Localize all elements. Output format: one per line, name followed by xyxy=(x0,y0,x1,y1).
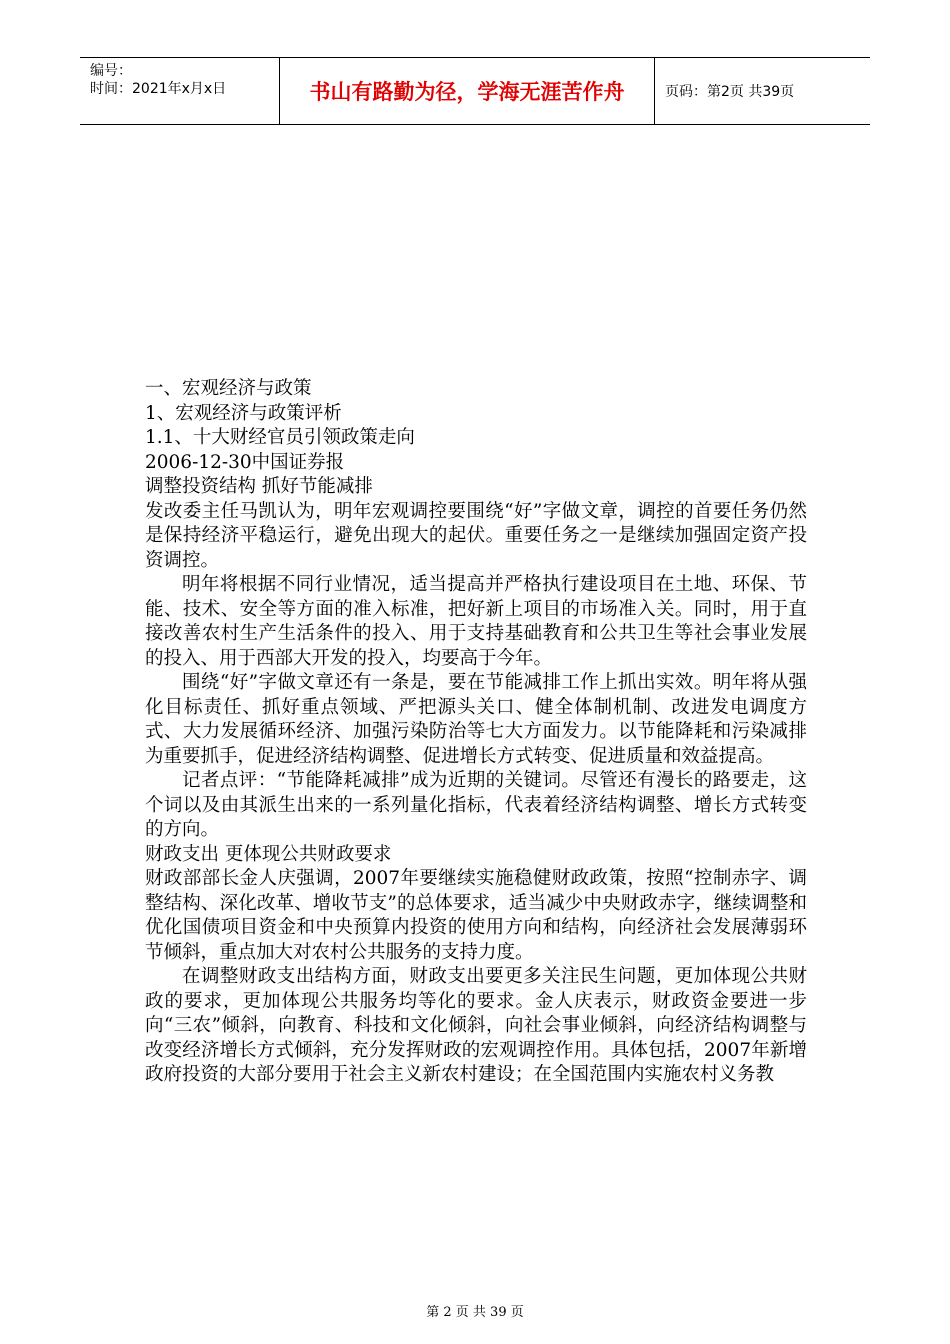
subsection-heading: 1、宏观经济与政策评析 xyxy=(145,402,342,424)
section-heading: 一、宏观经济与政策 xyxy=(145,378,312,399)
header-motto: 书山有路勤为径，学海无涯苦作舟 xyxy=(280,58,655,124)
article-title: 1.1、十大财经官员引领政策走向 xyxy=(145,427,415,448)
paragraph: 记者点评：“节能降耗减排”成为近期的关键词。尽管还有漫长的路要走，这个词以及由其派生出来的一系列量化指标，代表着经济结构调整、增长方式转变的方向。 xyxy=(145,770,807,840)
paragraph: 财政部部长金人庆强调，2007年要继续实施稳健财政政策，按照“控制赤字、调整结构、深化改革、增收节支”的总体要求，适当减少中央财政赤字，继续调整和优化国债项目资金和中央预算内投资的使用方向和结构，向经济社会发展薄弱环节倾斜，重点加大对农村公共服务的支持力度。 xyxy=(145,868,807,963)
article-subheading: 财政支出 更体现公共财政要求 xyxy=(145,843,392,865)
number-label: 编号： xyxy=(90,63,132,79)
paragraph: 在调整财政支出结构方面，财政支出要更多关注民生问题，更加体现公共财政的要求，更加体现公共服务均等化的要求。金人庆表示，财政资金要进一步向“三农”倾斜，向教育、科技和文化倾斜，向社会事业倾斜，向经济结构调整与改变经济增长方式倾斜，充分发挥财政的宏观调控作用。具体包括，2007年新增政府投资的大部分要用于社会主义新农村建设；在全国范围内实施农村义务教 xyxy=(145,966,807,1085)
header-page-info: 页码：第2页 共39页 xyxy=(665,84,795,100)
header-meta xyxy=(80,58,280,124)
time-label: 时间：2021年x月x日 xyxy=(90,81,227,97)
paragraph: 发改委主任马凯认为，明年宏观调控要围绕“好”字做文章，调控的首要任务仍然是保持经济平稳运行，避免出现大的起伏。重要任务之一是继续加强固定资产投资调控。 xyxy=(145,500,807,571)
paragraph: 围绕“好”字做文章还有一条是，要在节能减排工作上抓出实效。明年将从强化目标责任、抓好重点领域、严把源头关口、健全体制机制、改进发电调度方式、大力发展循环经济、加强污染防治等七大方面发力。以节能降耗和污染减排为重要抓手，促进经济结构调整、促进增长方式转变、促进质量和效益提高。 xyxy=(145,672,807,767)
article-subheading: 调整投资结构 抓好节能减排 xyxy=(145,476,373,497)
document-body xyxy=(145,377,807,1088)
page-footer: 第 2 页 共 39 页 xyxy=(426,1305,524,1320)
article-source: 2006-12-30中国证券报 xyxy=(145,451,345,473)
paragraph: 明年将根据不同行业情况，适当提高并严格执行建设项目在土地、环保、节能、技术、安全等方面的准入标准，把好新上项目的市场准入关。同时，用于直接改善农村生产生活条件的投入、用于支持基础教育和公共卫生等社会事业发展的投入、用于西部大开发的投入，均要高于今年。 xyxy=(145,574,807,669)
page-header xyxy=(80,57,870,125)
